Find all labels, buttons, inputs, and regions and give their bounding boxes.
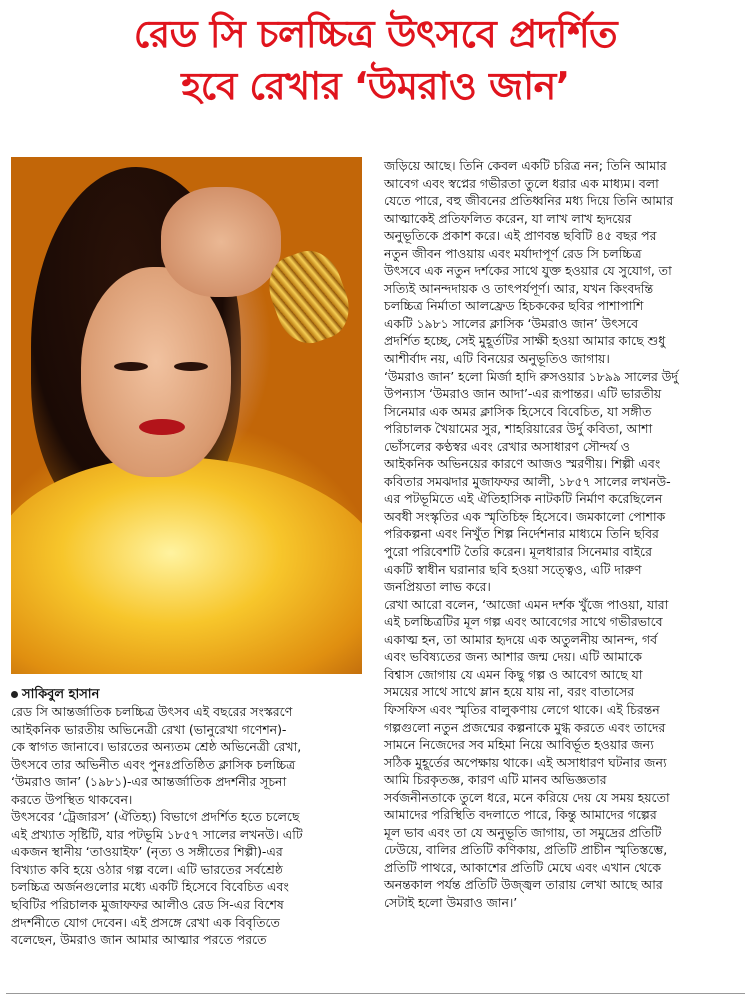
text-line: আশীর্বাদ নয়, এটি বিনয়ের অনুভূতিও জাগায়।	[384, 351, 610, 367]
text-line: ছবিটির পরিচালক মুজাফফর আলীও রেড সি-এর বিশেষ	[11, 897, 284, 913]
text-line: বিখ্যাত কবি হয়ে ওঠার গল্প বলে। এটি ভারতের সর্বশ্রেষ্ঠ	[11, 861, 283, 877]
text-line: উৎসবে তার অভিনীত এবং পুনঃপ্রতিষ্ঠিত ক্লাসিক চলচ্চিত্র	[11, 756, 296, 772]
headline-line-2: হবে রেখার ‘উমরাও জান’	[181, 64, 570, 108]
text-line: সত্যিই আনন্দদায়ক ও তাৎপর্যপূর্ণ। আর, যখন কিংবদন্তি	[384, 280, 654, 296]
text-line: বিশ্বাস জোগায় যে এমন কিছু গল্প ও আবেগ আছে যা	[384, 666, 643, 682]
text-line: সর্বজনীনতাকে তুলে ধরে, মনে করিয়ে দেয় যে সময় হয়তো	[384, 789, 670, 805]
text-line: অনুভূতিকে প্রকাশ করে। এই প্রাণবন্ত ছবিটি ৪৫ বছর পর	[384, 228, 657, 244]
text-line: চলচ্চিত্র অর্জনগুলোর মধ্যে একটি হিসেবে বিবেচিত এবং	[11, 879, 289, 895]
text-line: একটি স্বাধীন ঘরানার ছবি হওয়া সত্ত্বেও, এটি দারুণ	[384, 561, 642, 577]
text-line: ঢেউয়ে, বালির প্রতিটি কণিকায়, প্রতিটি প্রাচীন স্মৃতিস্তম্ভে,	[384, 842, 668, 858]
text-line: সামনে নিজেদের সব মহিমা নিয়ে আবির্ভূত হওয়ার জন্য	[384, 737, 654, 753]
bullet-icon	[11, 691, 18, 698]
text-line: কবিতার সমঝদার মুজাফফর আলী, ১৮৫৭ সালের লখনউ-	[384, 473, 671, 489]
text-line: সঠিক মুহূর্তের অপেক্ষায় থাকে। এই অসাধারণ ঘটনার জন্য	[384, 754, 667, 770]
text-line: যেতে পারে, বহু জীবনের প্রতিধ্বনির মধ্য দিয়ে তিনি আমার	[384, 193, 674, 209]
text-line: রেড সি আন্তর্জাতিক চলচ্চিত্র উৎসব এই বছরের সংস্করণে	[11, 704, 293, 719]
text-line: আবেগ এবং স্বপ্নের গভীরতা তুলে ধরার এক মাধ্যম। বলা	[384, 175, 659, 191]
text-line: চলচ্চিত্র নির্মাতা আলফ্রেড হিচককের ছবির পাশাপাশি	[384, 298, 644, 314]
text-line: আমাদের পরিস্থিতি বদলাতে পারে, কিন্তু আমাদের গল্পের	[384, 807, 657, 823]
article-column-2	[384, 157, 742, 912]
text-line: রেখা আরো বলেন, ‘আজো এমন দর্শক খুঁজে পাওয়া, যারা	[384, 596, 669, 612]
byline	[11, 686, 371, 703]
text-line: পরিচালক খৈয়ামের সুর, শাহরিয়ারের উর্দু কবিতা, আশা	[384, 421, 653, 437]
text-line: মূল ভাব এবং তা যে অনুভূতি জাগায়, তা সমুদ্রের প্রতিটি	[384, 824, 662, 840]
text-line: সময়ের সাথে সাথে ম্লান হয়ে যায় না, বরং বাতাসের	[384, 684, 635, 700]
text-line: পরিকল্পনা এবং নিখুঁত শিল্প নির্দেশনার মাধ্যমে তিনি ছবির	[384, 526, 659, 542]
text-line: নতুন জীবন পাওয়ায় এবং মর্যাদাপূর্ণ রেড সি চলচ্চিত্র	[384, 245, 642, 261]
text-line: এবং ভবিষ্যতের জন্য আশার জন্ম দেয়। এটি আমাকে	[384, 649, 643, 665]
text-line: অবধী সংস্কৃতির এক স্মৃতিচিহ্ন হিসেবে। জমকালো পোশাক	[384, 508, 666, 524]
text-line: কে স্বাগত জানাবে। ভারতের অন্যতম শ্রেষ্ঠ অভিনেত্রী রেখা,	[11, 739, 302, 755]
article-column-1	[11, 703, 374, 949]
text-line: জড়িয়ে আছে। তিনি কেবল একটি চরিত্র নন; তিনি আমার	[384, 158, 667, 173]
article-photo	[11, 157, 362, 674]
text-line: করতে উপস্থিত থাকবেন।	[11, 791, 133, 807]
text-line: বলেছেন, উমরাও জান আমার আত্মার পরতে পরতে	[11, 932, 267, 948]
text-line: অনন্তকাল পর্যন্ত প্রতিটি উজ্জ্বল তারায় লেখা আছে আর	[384, 877, 663, 893]
headline-line-1: রেড সি চলচ্চিত্র উৎসবে প্রদর্শিত	[133, 12, 618, 56]
text-line: একজন স্থানীয় ‘তাওয়াইফ’ (নৃত্য ও সঙ্গীতের শিল্পী)-এর	[11, 844, 283, 860]
text-line: গল্পগুলো নতুন প্রজন্মের কল্পনাকে মুগ্ধ করতে এবং তাদের	[384, 719, 666, 735]
text-line: উৎসবে এক নতুন দর্শকের সাথে যুক্ত হওয়ার যে সুযোগ, তা	[384, 263, 672, 279]
text-line: আইকনিক ভারতীয় অভিনেত্রী রেখা (ভানুরেখা গণেশন)-	[11, 721, 287, 737]
text-line: এই চলচ্চিত্রটির মূল গল্প এবং আবেগের সাথে গভীরভাবে	[384, 614, 663, 630]
text-line: উপন্যাস ‘উমরাও জান আদা’-এর রূপান্তর। এটি ভারতীয়	[384, 386, 662, 402]
text-line: প্রদর্শনীতে যোগ দেবেন। এই প্রসঙ্গে রেখা এক বিবৃতিতে	[11, 914, 280, 930]
text-line: ফিসফিস এবং স্মৃতির বালুকণায় লেগে থাকে। এই চিরন্তন	[384, 701, 660, 717]
author-name: সাকিবুল হাসান	[22, 687, 100, 702]
text-line: পুরো পরিবেশটি তৈরি করেন। মূলধারার সিনেমার বাইরে	[384, 544, 652, 560]
text-line: প্রতিটি পাথরে, আকাশের প্রতিটি মেঘে এবং এখান থেকে	[384, 859, 661, 875]
text-line: সিনেমার এক অমর ক্লাসিক হিসেবে বিবেচিত, যা সঙ্গীত	[384, 403, 652, 419]
text-line: আমি চিরকৃতজ্ঞ, কারণ এটি মানব অভিজ্ঞতার	[384, 772, 607, 788]
text-line: সেটাই হলো উমরাও জান।’	[384, 894, 518, 910]
text-line: জনপ্রিয়তা লাভ করে।	[384, 579, 491, 595]
bottom-divider	[6, 993, 745, 994]
text-line: আত্মাকেই প্রতিফলিত করেন, যা লাখ লাখ হৃদয়ের	[384, 210, 632, 226]
text-line: ভোঁসলের কণ্ঠস্বর এবং রেখার অসাধারণ সৌন্দর্য ও	[384, 438, 630, 454]
text-line: এই প্রখ্যাত সৃষ্টিটি, যার পটভূমি ১৮৫৭ সালের লখনউ। এটি	[11, 826, 303, 842]
text-line: আইকনিক অভিনয়ের কারণে আজও স্মরণীয়। শিল্পী এবং	[384, 456, 661, 472]
text-line: ‘উমরাও জান’ হলো মির্জা হাদি রুসওয়ার ১৮৯৯ সালের উর্দু	[384, 368, 678, 384]
text-line: এর পটভূমিতে এই ঐতিহাসিক নাটকটি নির্মাণ করেছিলেন	[384, 491, 663, 507]
text-line: একাত্ম হন, তা আমার হৃদয়ে এক অতুলনীয় আনন্দ, গর্ব	[384, 631, 658, 647]
text-line: উৎসবের ‘ট্রেজারস’ (ঐতিহ্য) বিভাগে প্রদর্শিত হতে চলেছে	[11, 809, 300, 825]
text-line: একটি ১৯৮১ সালের ক্লাসিক ‘উমরাও জান’ উৎসবে	[384, 315, 639, 331]
headline	[0, 8, 751, 112]
text-line: ‘উমরাও জান’ (১৯৮১)-এর আন্তর্জাতিক প্রদর্শনীর সূচনা	[11, 774, 287, 790]
text-line: প্রদর্শিত হচ্ছে, সেই মুহূর্তটির সাক্ষী হওয়া আমার কাছে শুধু	[384, 333, 666, 349]
